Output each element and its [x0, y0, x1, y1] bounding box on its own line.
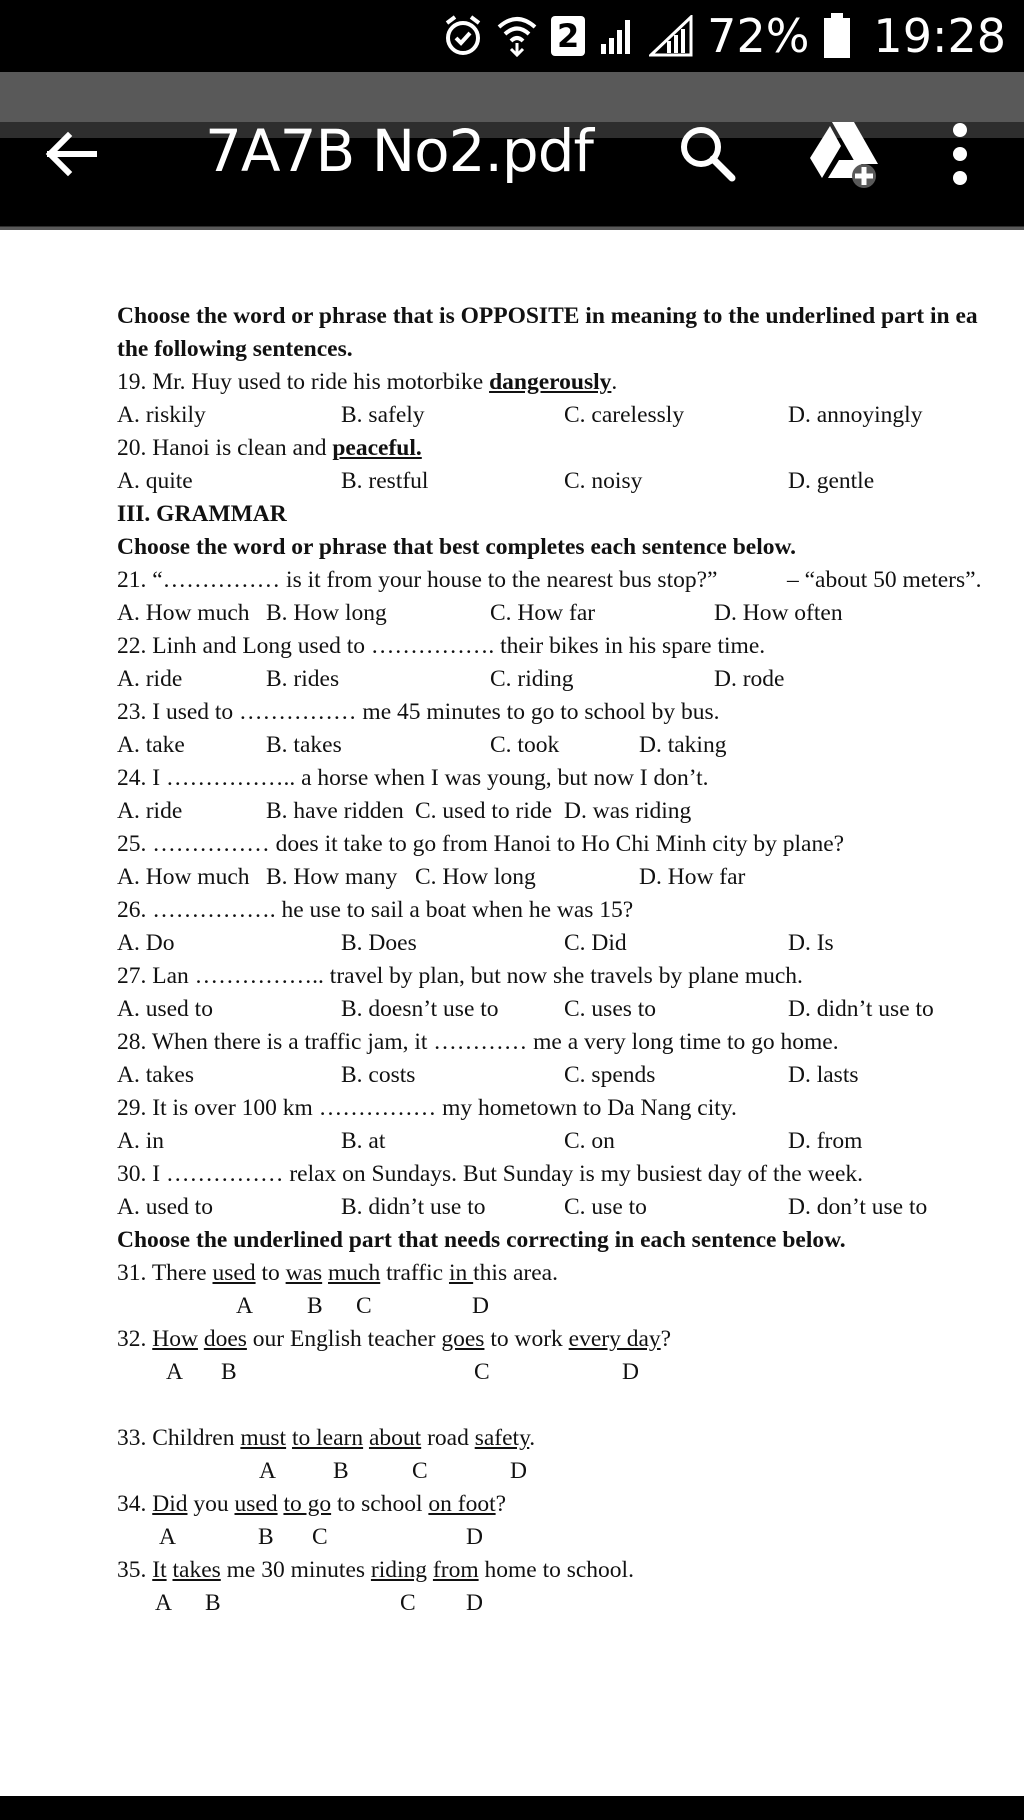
battery-percent: 72%	[707, 9, 810, 63]
instruction-heading: Choose the word or phrase that is OPPOSITE in meaning to the underlined part in ea	[117, 303, 978, 329]
document-title: 7A7B No2.pdf	[205, 117, 593, 185]
options-24: A. ride B. have ridden C. used to ride D. was riding	[117, 798, 692, 824]
add-to-drive-icon[interactable]	[808, 120, 880, 188]
question-31: 31. There used to was much traffic in this area.	[117, 1260, 558, 1286]
question-24: 24. I …………….. a horse when I was young, but now I don’t.	[117, 765, 709, 791]
instruction-heading-cont: the following sentences.	[117, 336, 353, 362]
markers-33: A B C D	[259, 1458, 527, 1484]
markers-34: A B C D	[159, 1524, 483, 1550]
options-30: A. used to B. didn’t use to C. use to D. don’t use to	[117, 1194, 928, 1220]
page-content	[117, 300, 1024, 1620]
question-23: 23. I used to …………… me 45 minutes to go to school by bus.	[117, 699, 720, 725]
question-35: 35. It takes me 30 minutes riding from home to school.	[117, 1557, 634, 1583]
options-25: A. How much B. How many C. How long D. How far	[117, 864, 746, 890]
markers-35: A B C D	[155, 1590, 483, 1616]
app-bar	[0, 72, 1024, 230]
options-27: A. used to B. doesn’t use to C. uses to D. didn’t use to	[117, 996, 934, 1022]
options-19: A. riskily B. safely C. carelessly D. annoyingly	[117, 402, 923, 428]
question-27: 27. Lan …………….. travel by plan, but now she travels by plane much.	[117, 963, 803, 989]
instruction-heading-3: Choose the underlined part that needs correcting in each sentence below.	[117, 1227, 846, 1253]
bottom-edge	[0, 1796, 1024, 1820]
question-29: 29. It is over 100 km …………… my hometown to Da Nang city.	[117, 1095, 737, 1121]
more-vert-icon[interactable]	[946, 122, 974, 186]
alarm-icon	[443, 15, 483, 57]
question-34: 34. Did you used to go to school on foot?	[117, 1491, 507, 1517]
status-bar	[0, 0, 1024, 72]
question-21: 21. “…………… is it from your house to the nearest bus stop?” – “about 50 meters”.	[117, 567, 982, 593]
question-30: 30. I …………… relax on Sundays. But Sunday is my busiest day of the week.	[117, 1161, 864, 1187]
options-23: A. take B. takes C. took D. taking	[117, 732, 727, 758]
question-25: 25. …………… does it take to go from Hanoi to Ho Chi Minh city by plane?	[117, 831, 845, 857]
battery-icon	[823, 13, 851, 59]
instruction-heading-2: Choose the word or phrase that best completes each sentence below.	[117, 534, 797, 560]
sim-badge: 2	[551, 16, 585, 56]
clock: 19:28	[873, 9, 1006, 63]
question-28: 28. When there is a traffic jam, it ………… me a very long time to go home.	[117, 1029, 839, 1055]
question-19: 19. Mr. Huy used to ride his motorbike dangerously.	[117, 369, 618, 395]
section-title: III. GRAMMAR	[117, 501, 287, 527]
signal-icon	[599, 16, 635, 56]
options-21: A. How much B. How long C. How far D. How often	[117, 600, 843, 626]
question-32: 32. How does our English teacher goes to work every day?	[117, 1326, 672, 1352]
markers-32: A B C D	[166, 1359, 639, 1385]
options-20: A. quite B. restful C. noisy D. gentle	[117, 468, 875, 494]
status-icons	[443, 8, 1006, 64]
options-22: A. ride B. rides C. riding D. rode	[117, 666, 785, 692]
spacer	[117, 1389, 1024, 1422]
question-26: 26. ……………. he use to sail a boat when he was 15?	[117, 897, 634, 923]
question-33: 33. Children must to learn about road safety.	[117, 1425, 536, 1451]
options-26: A. Do B. Does C. Did D. Is	[117, 930, 834, 956]
options-28: A. takes B. costs C. spends D. lasts	[117, 1062, 859, 1088]
question-20: 20. Hanoi is clean and peaceful.	[117, 435, 422, 461]
signal-icon-2	[649, 15, 693, 57]
search-icon[interactable]	[676, 122, 738, 184]
back-arrow-icon[interactable]	[40, 124, 100, 184]
pdf-page[interactable]	[0, 230, 1024, 1796]
options-29: A. in B. at C. on D. from	[117, 1128, 863, 1154]
question-22: 22. Linh and Long used to ……………. their bikes in his spare time.	[117, 633, 766, 659]
markers-31: A B C D	[236, 1293, 489, 1319]
wifi-icon	[497, 15, 537, 57]
